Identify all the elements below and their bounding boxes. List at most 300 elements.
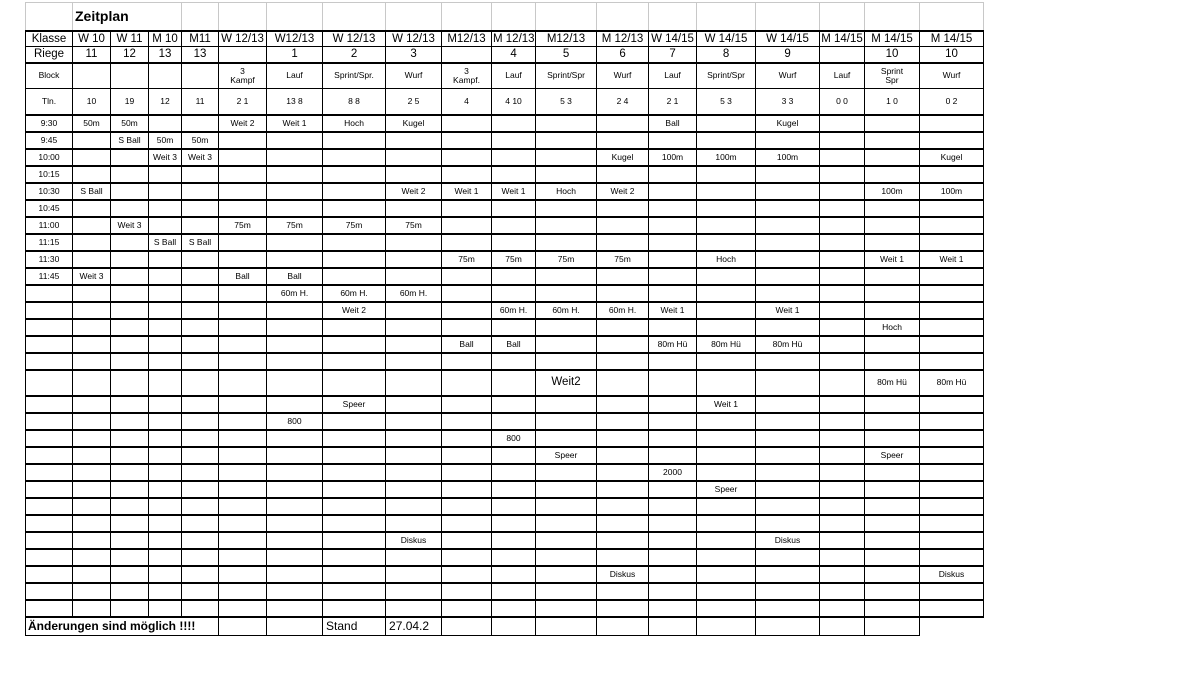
- event-cell: [536, 532, 597, 549]
- title-blank-cell: [536, 3, 597, 31]
- event-cell: [149, 430, 182, 447]
- event-cell: [182, 481, 219, 498]
- event-cell: [219, 251, 267, 268]
- event-cell: Weit 1: [697, 396, 756, 413]
- event-cell: [73, 515, 111, 532]
- time-slot-row: [26, 566, 984, 583]
- event-cell: [865, 285, 920, 302]
- event-cell: [649, 583, 697, 600]
- event-cell: [865, 532, 920, 549]
- event-cell: [697, 234, 756, 251]
- event-cell: [149, 600, 182, 617]
- event-cell: [111, 566, 149, 583]
- event-cell: [219, 200, 267, 217]
- event-cell: [492, 268, 536, 285]
- event-cell: [649, 166, 697, 183]
- event-cell: [267, 370, 323, 396]
- event-cell: [492, 285, 536, 302]
- event-cell: [182, 498, 219, 515]
- event-cell: [865, 234, 920, 251]
- event-cell: Kugel: [920, 149, 984, 166]
- event-cell: [492, 447, 536, 464]
- event-cell: [536, 149, 597, 166]
- event-cell: [649, 396, 697, 413]
- event-cell: [111, 481, 149, 498]
- tln-cell: 5 3: [697, 89, 756, 115]
- event-cell: 50m: [182, 132, 219, 149]
- time-slot-row: [26, 251, 984, 268]
- event-cell: [756, 234, 820, 251]
- block-cell: [111, 63, 149, 89]
- event-cell: [920, 200, 984, 217]
- klasse-cell: M 12/13: [492, 31, 536, 47]
- event-cell: 50m: [73, 115, 111, 132]
- time-cell: [26, 532, 73, 549]
- event-cell: [442, 600, 492, 617]
- event-cell: [442, 481, 492, 498]
- event-cell: [820, 532, 865, 549]
- event-cell: [597, 319, 649, 336]
- event-cell: [111, 370, 149, 396]
- event-cell: [267, 200, 323, 217]
- tln-cell: 2 4: [597, 89, 649, 115]
- event-cell: [73, 532, 111, 549]
- block-cell: Lauf: [820, 63, 865, 89]
- event-cell: [219, 132, 267, 149]
- event-cell: [182, 600, 219, 617]
- event-cell: [149, 566, 182, 583]
- event-cell: [536, 583, 597, 600]
- event-cell: [149, 370, 182, 396]
- event-cell: [219, 285, 267, 302]
- time-cell: 11:00: [26, 217, 73, 234]
- block-cell: Wurf: [920, 63, 984, 89]
- event-cell: [597, 200, 649, 217]
- event-cell: [323, 532, 386, 549]
- time-cell: [26, 413, 73, 430]
- event-cell: [442, 166, 492, 183]
- event-cell: 75m: [219, 217, 267, 234]
- event-cell: [536, 413, 597, 430]
- klasse-cell: M11: [182, 31, 219, 47]
- event-cell: [649, 447, 697, 464]
- event-cell: [865, 353, 920, 370]
- event-cell: [149, 413, 182, 430]
- footer-blank: [697, 617, 756, 636]
- event-cell: [492, 532, 536, 549]
- event-cell: [920, 515, 984, 532]
- event-cell: Speer: [865, 447, 920, 464]
- event-cell: [920, 166, 984, 183]
- event-cell: [323, 549, 386, 566]
- time-cell: [26, 370, 73, 396]
- riege-cell: 6: [597, 47, 649, 63]
- event-cell: Ball: [267, 268, 323, 285]
- event-cell: [386, 336, 442, 353]
- event-cell: Speer: [697, 481, 756, 498]
- event-cell: [597, 481, 649, 498]
- event-cell: [323, 183, 386, 200]
- event-cell: [386, 447, 442, 464]
- tln-cell: 3 3: [756, 89, 820, 115]
- event-cell: [492, 115, 536, 132]
- klasse-row: [26, 31, 984, 47]
- time-slot-row: [26, 370, 984, 396]
- event-cell: [756, 166, 820, 183]
- event-cell: [267, 353, 323, 370]
- event-cell: [756, 370, 820, 396]
- event-cell: [73, 285, 111, 302]
- event-cell: [386, 583, 442, 600]
- event-cell: [149, 115, 182, 132]
- time-cell: [26, 481, 73, 498]
- event-cell: Weit 2: [386, 183, 442, 200]
- event-cell: [492, 234, 536, 251]
- event-cell: [820, 583, 865, 600]
- block-cell: Sprint/Spr.: [323, 63, 386, 89]
- footer-blank: [442, 617, 492, 636]
- event-cell: [267, 532, 323, 549]
- event-cell: [219, 600, 267, 617]
- event-cell: [865, 115, 920, 132]
- event-cell: [442, 370, 492, 396]
- klasse-cell: W 10: [73, 31, 111, 47]
- event-cell: [920, 498, 984, 515]
- time-slot-row: [26, 396, 984, 413]
- event-cell: [597, 532, 649, 549]
- event-cell: [597, 132, 649, 149]
- time-cell: [26, 498, 73, 515]
- event-cell: [820, 302, 865, 319]
- event-cell: Hoch: [865, 319, 920, 336]
- event-cell: [111, 413, 149, 430]
- block-cell: Sprint/Spr: [697, 63, 756, 89]
- time-cell: 10:00: [26, 149, 73, 166]
- event-cell: [386, 319, 442, 336]
- footer-blank: [649, 617, 697, 636]
- event-cell: [865, 268, 920, 285]
- title-blank-cell: [219, 3, 267, 31]
- event-cell: [756, 600, 820, 617]
- time-slot-row: [26, 515, 984, 532]
- time-cell: 11:30: [26, 251, 73, 268]
- event-cell: Diskus: [597, 566, 649, 583]
- event-cell: [649, 285, 697, 302]
- event-cell: [756, 183, 820, 200]
- event-cell: [73, 234, 111, 251]
- event-cell: [442, 268, 492, 285]
- event-cell: [73, 336, 111, 353]
- event-cell: [182, 566, 219, 583]
- event-cell: [820, 336, 865, 353]
- event-cell: [920, 549, 984, 566]
- event-cell: [649, 234, 697, 251]
- riege-cell: 4: [492, 47, 536, 63]
- event-cell: [920, 217, 984, 234]
- event-cell: [182, 430, 219, 447]
- event-cell: [649, 549, 697, 566]
- event-cell: [73, 200, 111, 217]
- page-title: Zeitplan: [73, 3, 182, 31]
- event-cell: [597, 447, 649, 464]
- event-cell: [219, 149, 267, 166]
- event-cell: 2000: [649, 464, 697, 481]
- block-cell: Sprint/Spr: [536, 63, 597, 89]
- event-cell: [182, 353, 219, 370]
- event-cell: [386, 132, 442, 149]
- event-cell: [149, 464, 182, 481]
- event-cell: [149, 498, 182, 515]
- event-cell: [920, 234, 984, 251]
- tln-cell: 5 3: [536, 89, 597, 115]
- event-cell: [756, 481, 820, 498]
- event-cell: [111, 285, 149, 302]
- event-cell: [756, 447, 820, 464]
- klasse-cell: M 14/15: [820, 31, 865, 47]
- time-cell: 10:15: [26, 166, 73, 183]
- event-cell: [492, 149, 536, 166]
- time-cell: 11:15: [26, 234, 73, 251]
- event-cell: [442, 566, 492, 583]
- event-cell: [492, 583, 536, 600]
- title-blank-cell: [323, 3, 386, 31]
- tln-cell: 4 10: [492, 89, 536, 115]
- stand-label: Stand: [323, 617, 386, 636]
- event-cell: [649, 532, 697, 549]
- block-cell: 3 Kampf: [219, 63, 267, 89]
- event-cell: [73, 132, 111, 149]
- event-cell: [865, 149, 920, 166]
- time-slot-row: [26, 166, 984, 183]
- event-cell: [865, 200, 920, 217]
- time-cell: [26, 336, 73, 353]
- event-cell: [756, 200, 820, 217]
- event-cell: [111, 498, 149, 515]
- event-cell: [920, 268, 984, 285]
- event-cell: [920, 447, 984, 464]
- footer-row: [26, 617, 984, 636]
- event-cell: [820, 319, 865, 336]
- event-cell: [865, 217, 920, 234]
- event-cell: Weit 2: [323, 302, 386, 319]
- event-cell: [697, 200, 756, 217]
- event-cell: [73, 251, 111, 268]
- event-cell: [149, 200, 182, 217]
- event-cell: S Ball: [111, 132, 149, 149]
- event-cell: [219, 370, 267, 396]
- block-cell: [73, 63, 111, 89]
- event-cell: [386, 302, 442, 319]
- event-cell: [73, 498, 111, 515]
- event-cell: [149, 396, 182, 413]
- tln-cell: 11: [182, 89, 219, 115]
- event-cell: S Ball: [182, 234, 219, 251]
- event-cell: [386, 549, 442, 566]
- event-cell: Kugel: [386, 115, 442, 132]
- event-cell: [182, 396, 219, 413]
- event-cell: Speer: [536, 447, 597, 464]
- event-cell: Diskus: [756, 532, 820, 549]
- time-cell: [26, 353, 73, 370]
- event-cell: [323, 166, 386, 183]
- event-cell: [536, 234, 597, 251]
- event-cell: Diskus: [920, 566, 984, 583]
- event-cell: [492, 319, 536, 336]
- title-blank-cell: [492, 3, 536, 31]
- event-cell: [219, 498, 267, 515]
- footer-blank: [865, 617, 920, 636]
- event-cell: [697, 447, 756, 464]
- event-cell: [597, 396, 649, 413]
- event-cell: [149, 353, 182, 370]
- event-cell: 60m H.: [597, 302, 649, 319]
- klasse-cell: W12/13: [267, 31, 323, 47]
- block-cell: Lauf: [492, 63, 536, 89]
- event-cell: Weit 3: [73, 268, 111, 285]
- event-cell: [442, 285, 492, 302]
- time-cell: [26, 583, 73, 600]
- event-cell: [182, 319, 219, 336]
- event-cell: [920, 132, 984, 149]
- event-cell: [820, 396, 865, 413]
- event-cell: [865, 481, 920, 498]
- event-cell: [865, 515, 920, 532]
- event-cell: [149, 515, 182, 532]
- event-cell: [920, 285, 984, 302]
- event-cell: [111, 302, 149, 319]
- event-cell: [323, 430, 386, 447]
- event-cell: 75m: [492, 251, 536, 268]
- event-cell: [267, 430, 323, 447]
- event-cell: [649, 515, 697, 532]
- riege-cell: [442, 47, 492, 63]
- event-cell: [597, 268, 649, 285]
- tln-cell: 2 5: [386, 89, 442, 115]
- event-cell: [492, 498, 536, 515]
- event-cell: [111, 183, 149, 200]
- event-cell: [386, 268, 442, 285]
- event-cell: [182, 166, 219, 183]
- block-cell: Sprint Spr: [865, 63, 920, 89]
- riege-cell: [219, 47, 267, 63]
- event-cell: Weit 3: [182, 149, 219, 166]
- event-cell: 50m: [149, 132, 182, 149]
- event-cell: [111, 600, 149, 617]
- event-cell: [820, 183, 865, 200]
- event-cell: [267, 498, 323, 515]
- event-cell: [73, 370, 111, 396]
- event-cell: [442, 583, 492, 600]
- event-cell: [820, 149, 865, 166]
- event-cell: [386, 515, 442, 532]
- time-slot-row: [26, 464, 984, 481]
- event-cell: [323, 600, 386, 617]
- event-cell: [386, 566, 442, 583]
- event-cell: [536, 396, 597, 413]
- event-cell: [442, 115, 492, 132]
- event-cell: [111, 200, 149, 217]
- event-cell: [820, 413, 865, 430]
- time-cell: 10:45: [26, 200, 73, 217]
- event-cell: [865, 396, 920, 413]
- event-cell: [597, 353, 649, 370]
- event-cell: [920, 336, 984, 353]
- event-cell: [820, 268, 865, 285]
- event-cell: [697, 413, 756, 430]
- event-cell: [492, 515, 536, 532]
- event-cell: [182, 302, 219, 319]
- event-cell: [182, 447, 219, 464]
- event-cell: [492, 566, 536, 583]
- event-cell: [442, 234, 492, 251]
- event-cell: [111, 319, 149, 336]
- event-cell: [536, 115, 597, 132]
- event-cell: [697, 515, 756, 532]
- event-cell: [267, 464, 323, 481]
- event-cell: [182, 251, 219, 268]
- event-cell: [267, 566, 323, 583]
- event-cell: [756, 430, 820, 447]
- event-cell: [149, 583, 182, 600]
- event-cell: [219, 166, 267, 183]
- event-cell: [149, 285, 182, 302]
- event-cell: [597, 413, 649, 430]
- event-cell: [386, 353, 442, 370]
- event-cell: [323, 413, 386, 430]
- event-cell: [219, 481, 267, 498]
- event-cell: [111, 336, 149, 353]
- time-slot-row: [26, 447, 984, 464]
- event-cell: [649, 600, 697, 617]
- event-cell: [267, 396, 323, 413]
- event-cell: [756, 132, 820, 149]
- event-cell: [182, 285, 219, 302]
- event-cell: [442, 132, 492, 149]
- event-cell: 800: [267, 413, 323, 430]
- event-cell: [697, 430, 756, 447]
- tln-cell: 12: [149, 89, 182, 115]
- event-cell: [73, 430, 111, 447]
- event-cell: [267, 336, 323, 353]
- event-cell: [149, 447, 182, 464]
- event-cell: [442, 200, 492, 217]
- event-cell: [756, 319, 820, 336]
- event-cell: [149, 319, 182, 336]
- event-cell: Kugel: [597, 149, 649, 166]
- event-cell: [386, 464, 442, 481]
- event-cell: [820, 464, 865, 481]
- event-cell: [536, 566, 597, 583]
- time-cell: 11:45: [26, 268, 73, 285]
- event-cell: [649, 217, 697, 234]
- time-slot-row: [26, 430, 984, 447]
- event-cell: [756, 515, 820, 532]
- event-cell: [219, 532, 267, 549]
- riege-cell: 5: [536, 47, 597, 63]
- riege-cell: 10: [865, 47, 920, 63]
- event-cell: [536, 549, 597, 566]
- event-cell: [536, 481, 597, 498]
- event-cell: Hoch: [697, 251, 756, 268]
- time-slot-row: [26, 353, 984, 370]
- event-cell: [536, 319, 597, 336]
- event-cell: [386, 396, 442, 413]
- event-cell: [920, 413, 984, 430]
- block-cell: Wurf: [597, 63, 649, 89]
- event-cell: [697, 183, 756, 200]
- event-cell: [219, 336, 267, 353]
- time-cell: [26, 285, 73, 302]
